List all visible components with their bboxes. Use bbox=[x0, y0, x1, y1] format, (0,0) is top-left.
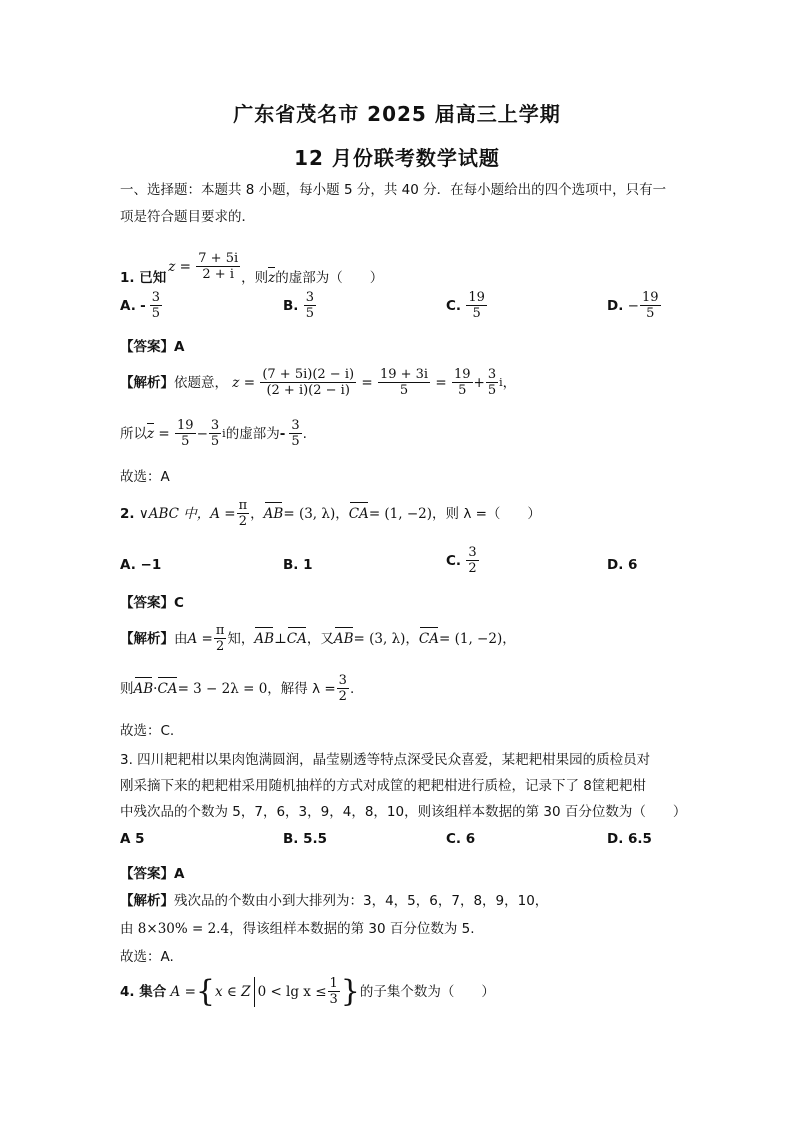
q3-option-a[interactable]: A 5 bbox=[120, 831, 145, 847]
q1-answer: 【答案】A bbox=[120, 339, 185, 355]
q1-z-definition: z = $\frac{7 + 5i}{2 + i}$ bbox=[168, 251, 239, 282]
q1-stem-tail: ，则 bbox=[241, 270, 269, 286]
q2-stem: 2. ∨ ABC 中， A = $\frac{\pi}{2}$ ， AB = (3, λ) ， CA = (1, −2) ，则 λ =（ ） bbox=[120, 498, 541, 529]
q3-option-d[interactable]: D. 6.5 bbox=[607, 831, 652, 847]
q1-analysis: 【解析】 依题意， z = $\frac{(7 + 5i)(2 - i)}{(2 + i)(2 - i)}$ = $\frac{19 + 3i}{5}$ = $\frac{19}{5}$ + $\frac{3}{5}$ i ， bbox=[120, 367, 517, 398]
q2-option-c[interactable]: C. $\frac{3}{2}$ bbox=[446, 545, 477, 576]
title-line-1: 广东省茂名市 2025 届高三上学期 bbox=[233, 102, 561, 126]
q1-stem bbox=[120, 240, 383, 296]
q1-option-d[interactable]: D. − $\frac{19}{5}$ bbox=[607, 290, 659, 321]
q3-answer: 【答案】A bbox=[120, 866, 185, 882]
q1-stem-end: 的虚部为（ ） bbox=[275, 270, 384, 286]
q3-stem-2: 刚采摘下来的耙耙柑采用随机抽样的方式对成筐的耙耙柑进行质检，记录下了 8筐耙耙柑 bbox=[120, 778, 646, 794]
section-instructions-2: 项是符合题目要求的． bbox=[120, 209, 255, 225]
q1-option-c[interactable]: C. $\frac{19}{5}$ bbox=[446, 290, 485, 321]
q2-option-b[interactable]: B. 1 bbox=[283, 557, 313, 573]
q2-option-a[interactable]: A. −1 bbox=[120, 557, 162, 573]
q1-conclusion: 故选：A bbox=[120, 469, 170, 485]
section-instructions-1: 一、选择题：本题共 8 小题，每小题 5 分，共 40 分．在每小题给出的四个选项中，只有一 bbox=[120, 182, 667, 198]
q1-z-fraction: $\frac{7 + 5i}{2 + i}$ bbox=[198, 251, 239, 282]
q4-stem: 4. 集合 A = { x ∈ Z 0 < lg x ≤ $\frac{1}{3}$ } 的子集个数为（ ） bbox=[120, 973, 495, 1009]
q2-analysis: 【解析】 由 A = $\frac{\pi}{2}$ 知， AB ⊥ CA ，又 AB = (3, λ) ， CA = (1, −2) ， bbox=[120, 623, 516, 654]
q2-analysis-line-2: 则 AB · CA = 3 − 2λ = 0 ，解得 λ = $\frac{3}{2}$ . bbox=[120, 673, 355, 704]
q1-z-conjugate: z bbox=[268, 270, 276, 286]
q2-option-d[interactable]: D. 6 bbox=[607, 557, 638, 573]
q3-stem-3: 中残次品的个数为 5，7，6，3，9，4，8，10，则该组样本数据的第 30 百分位数为（ ） bbox=[120, 804, 687, 820]
q3-analysis-line-2: 由 8×30% = 2.4，得该组样本数据的第 30 百分位数为 5. bbox=[120, 921, 475, 937]
q3-option-b[interactable]: B. 5.5 bbox=[283, 831, 328, 847]
title-line-2: 12 月份联考数学试题 bbox=[294, 146, 500, 170]
q3-analysis: 【解析】残次品的个数由小到大排列为：3，4，5，6，7，8，9，10， bbox=[120, 893, 549, 909]
q2-answer: 【答案】C bbox=[120, 595, 184, 611]
q1-number: 1. 已知 bbox=[120, 270, 167, 286]
q3-stem-1: 3. 四川耙耙柑以果肉饱满圆润，晶莹剔透等特点深受民众喜爱，某耙耙柑果园的质检员对 bbox=[120, 752, 651, 768]
q1-analysis-line-2: 所以 z = $\frac{19}{5}$ − $\frac{3}{5}$ i 的虚部为 - $\frac{3}{5}$ . bbox=[120, 418, 307, 449]
q1-option-a[interactable]: A. - $\frac{3}{5}$ bbox=[120, 290, 161, 321]
q3-conclusion: 故选：A. bbox=[120, 949, 174, 965]
q2-conclusion: 故选：C. bbox=[120, 723, 175, 739]
q1-option-b[interactable]: B. $\frac{3}{5}$ bbox=[283, 290, 314, 321]
q3-option-c[interactable]: C. 6 bbox=[446, 831, 476, 847]
